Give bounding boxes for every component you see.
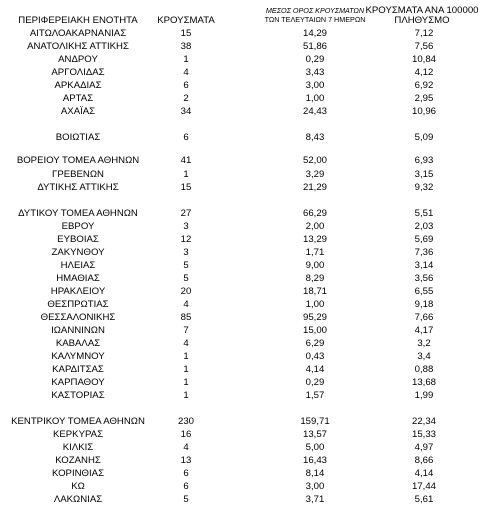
cell-unit: ΒΟΡΕΙΟΥ ΤΟΜΕΑ ΑΘΗΝΩΝ [16, 155, 140, 166]
cell-per100k: 10,84 [411, 54, 436, 65]
cell-per100k: 4,14 [414, 468, 434, 479]
cell-cases: 38 [180, 41, 192, 52]
cell-per100k: 4,97 [414, 442, 434, 453]
table-row [0, 131, 480, 144]
table-row [0, 480, 480, 493]
cell-unit: ΘΕΣΣΑΛΟΝΙΚΗΣ [40, 312, 116, 323]
cell-avg: 0,43 [305, 351, 325, 362]
cell-unit: ΑΝΔΡΟΥ [58, 54, 98, 65]
cell-per100k: 7,66 [414, 312, 434, 323]
header-avg-line1: ΜΕΣΟΣ ΟΡΟΣ ΚΡΟΥΣΜΑΤΩΝ [265, 6, 365, 15]
table-row [0, 154, 480, 167]
cell-avg: 24,43 [302, 106, 327, 117]
cell-per100k: 2,03 [414, 221, 434, 232]
cell-cases: 5 [183, 260, 189, 271]
cell-per100k: 9,18 [414, 299, 434, 310]
cell-unit: ΕΥΒΟΙΑΣ [57, 234, 99, 245]
cell-unit: ΚΙΛΚΙΣ [62, 442, 94, 453]
table-row [0, 27, 480, 40]
table-row [0, 298, 480, 311]
cell-cases: 1 [183, 169, 189, 180]
cell-per100k: 17,44 [411, 481, 436, 492]
cell-avg: 0,29 [305, 377, 325, 388]
cell-cases: 4 [183, 299, 189, 310]
cell-cases: 4 [183, 67, 189, 78]
cell-unit: ΚΑΛΥΜΝΟΥ [51, 351, 105, 362]
table-row [0, 350, 480, 363]
cell-unit: ΛΑΚΩΝΙΑΣ [53, 494, 103, 505]
cell-avg: 159,71 [300, 416, 330, 427]
cell-per100k: 5,69 [414, 234, 434, 245]
cell-avg: 21,29 [302, 182, 327, 193]
cell-per100k: 15,33 [411, 429, 436, 440]
table-row [0, 53, 480, 66]
cell-cases: 6 [183, 468, 189, 479]
table-row [0, 246, 480, 259]
cell-cases: 1 [183, 377, 189, 388]
cell-per100k: 3,15 [414, 169, 434, 180]
header-per-100k [358, 6, 480, 26]
table-row [0, 168, 480, 181]
cell-cases: 20 [180, 286, 192, 297]
cell-per100k: 1,99 [414, 390, 434, 401]
cell-per100k: 4,17 [414, 325, 434, 336]
cell-avg: 3,29 [305, 169, 325, 180]
cell-unit: ΒΟΙΩΤΙΑΣ [55, 132, 101, 143]
table-row [0, 233, 480, 246]
cell-cases: 85 [180, 312, 192, 323]
table-row [0, 337, 480, 350]
cell-per100k: 6,55 [414, 286, 434, 297]
cell-avg: 2,00 [305, 221, 325, 232]
cell-unit: ΗΛΕΙΑΣ [60, 260, 96, 271]
cell-cases: 1 [183, 54, 189, 65]
cell-avg: 8,29 [305, 273, 325, 284]
table-row [0, 493, 480, 506]
cell-cases: 13 [180, 455, 192, 466]
cell-avg: 3,71 [305, 494, 325, 505]
cell-cases: 5 [183, 494, 189, 505]
cell-per100k: 7,12 [414, 28, 434, 39]
cell-per100k: 10,96 [411, 106, 436, 117]
cell-cases: 4 [183, 442, 189, 453]
table-row [0, 376, 480, 389]
cell-cases: 6 [183, 80, 189, 91]
table-row [0, 220, 480, 233]
cell-avg: 3,00 [305, 481, 325, 492]
cell-cases: 41 [180, 155, 192, 166]
cell-cases: 3 [183, 221, 189, 232]
cell-avg: 1,00 [305, 93, 325, 104]
cell-avg: 3,43 [305, 67, 325, 78]
cell-cases: 1 [183, 390, 189, 401]
cell-unit: ΚΕΡΚΥΡΑΣ [52, 429, 103, 440]
table-row [0, 92, 480, 105]
cell-unit: ΘΕΣΠΡΩΤΙΑΣ [47, 299, 109, 310]
cell-unit: ΔΥΤΙΚΗΣ ΑΤΤΙΚΗΣ [37, 182, 119, 193]
cell-cases: 6 [183, 481, 189, 492]
header-per100k-line1: ΚΡΟΥΣΜΑΤΑ ΑΝΑ 100000 [365, 5, 479, 16]
cell-avg: 16,43 [302, 455, 327, 466]
cell-per100k: 8,66 [414, 455, 434, 466]
header-avg-line2: ΤΩΝ ΤΕΛΕΥΤΑΙΩΝ 7 ΗΜΕΡΩΝ [264, 15, 366, 24]
cell-cases: 15 [180, 28, 192, 39]
table-row [0, 105, 480, 118]
cell-unit: ΑΝΑΤΟΛΙΚΗΣ ΑΤΤΙΚΗΣ [27, 41, 129, 52]
cell-cases: 15 [180, 182, 192, 193]
cell-avg: 1,00 [305, 299, 325, 310]
table-row [0, 207, 480, 220]
cell-per100k: 5,61 [414, 494, 434, 505]
cell-avg: 3,00 [305, 80, 325, 91]
cell-per100k: 3,2 [417, 338, 431, 349]
cell-avg: 18,71 [302, 286, 327, 297]
cell-avg: 51,86 [302, 41, 327, 52]
cell-unit: ΚΑΣΤΟΡΙΑΣ [51, 390, 105, 401]
cell-cases: 7 [183, 325, 189, 336]
header-cases: ΚΡΟΥΣΜΑΤΑ [157, 15, 215, 26]
cell-avg: 52,00 [302, 155, 327, 166]
cell-unit: ΚΑΡΔΙΤΣΑΣ [52, 364, 104, 375]
cell-unit: ΚΟΖΑΝΗΣ [55, 455, 101, 466]
cell-cases: 6 [183, 132, 189, 143]
cell-unit: ΚΑΡΠΑΘΟΥ [51, 377, 105, 388]
table-row [0, 272, 480, 285]
cell-per100k: 5,51 [414, 208, 434, 219]
cell-unit: ΔΥΤΙΚΟΥ ΤΟΜΕΑ ΑΘΗΝΩΝ [18, 208, 138, 219]
cell-cases: 34 [180, 106, 192, 117]
cell-per100k: 7,56 [414, 41, 434, 52]
cell-unit: ΙΩΑΝΝΙΝΩΝ [51, 325, 105, 336]
cell-cases: 12 [180, 234, 192, 245]
cell-avg: 8,43 [305, 132, 325, 143]
cell-cases: 4 [183, 338, 189, 349]
cell-avg: 66,29 [302, 208, 327, 219]
cell-unit: ΗΜΑΘΙΑΣ [56, 273, 100, 284]
cell-avg: 4,14 [305, 364, 325, 375]
cell-per100k: 0,88 [414, 364, 434, 375]
cell-per100k: 5,09 [414, 132, 434, 143]
cell-per100k: 3,4 [417, 351, 431, 362]
cell-unit: ΖΑΚΥΝΘΟΥ [51, 247, 105, 258]
table-row [0, 324, 480, 337]
cell-avg: 1,71 [305, 247, 325, 258]
cell-avg: 95,29 [302, 312, 327, 323]
cell-unit: ΑΡΓΟΛΙΔΑΣ [51, 67, 105, 78]
cell-cases: 16 [180, 429, 192, 440]
cell-per100k: 3,56 [414, 273, 434, 284]
cell-cases: 3 [183, 247, 189, 258]
cell-avg: 15,00 [302, 325, 327, 336]
table-row [0, 415, 480, 428]
cell-per100k: 9,32 [414, 182, 434, 193]
cell-unit: ΕΒΡΟΥ [61, 221, 95, 232]
cell-cases: 1 [183, 364, 189, 375]
cell-unit: ΚΑΒΑΛΑΣ [55, 338, 101, 349]
cell-per100k: 6,93 [414, 155, 434, 166]
table-row [0, 181, 480, 194]
cell-unit: ΚΟΡΙΝΘΙΑΣ [51, 468, 105, 479]
table-row [0, 389, 480, 402]
cell-per100k: 22,34 [411, 416, 436, 427]
table-row [0, 66, 480, 79]
cell-per100k: 2,95 [414, 93, 434, 104]
cell-unit: ΚΕΝΤΡΙΚΟΥ ΤΟΜΕΑ ΑΘΗΝΩΝ [11, 416, 145, 427]
cell-avg: 6,29 [305, 338, 325, 349]
cell-cases: 1 [183, 351, 189, 362]
cell-unit: ΓΡΕΒΕΝΩΝ [52, 169, 104, 180]
cell-per100k: 4,12 [414, 67, 434, 78]
table-row [0, 79, 480, 92]
table-row [0, 259, 480, 272]
cell-cases: 230 [177, 416, 194, 427]
table-row [0, 441, 480, 454]
table-row [0, 363, 480, 376]
cell-avg: 5,00 [305, 442, 325, 453]
table-row [0, 467, 480, 480]
cell-cases: 2 [183, 93, 189, 104]
cell-unit: ΑΙΤΩΛΟΑΚΑΡΝΑΝΙΑΣ [29, 28, 127, 39]
header-unit: ΠΕΡΙΦΕΡΕΙΑΚΗ ΕΝΟΤΗΤΑ [18, 15, 138, 26]
cell-unit: ΗΡΑΚΛΕΙΟΥ [50, 286, 106, 297]
cell-per100k: 13,68 [411, 377, 436, 388]
table-row [0, 454, 480, 467]
cell-per100k: 3,14 [414, 260, 434, 271]
cell-per100k: 7,36 [414, 247, 434, 258]
cell-avg: 14,29 [302, 28, 327, 39]
cell-avg: 13,29 [302, 234, 327, 245]
cell-avg: 0,29 [305, 54, 325, 65]
table-row [0, 311, 480, 324]
cell-unit: ΑΡΚΑΔΙΑΣ [54, 80, 102, 91]
cell-cases: 5 [183, 273, 189, 284]
cell-unit: ΚΩ [71, 481, 85, 492]
cell-avg: 1,57 [305, 390, 325, 401]
cell-avg: 13,57 [302, 429, 327, 440]
cell-unit: ΑΧΑΪΑΣ [60, 106, 96, 117]
cell-avg: 9,00 [305, 260, 325, 271]
cell-avg: 8,14 [305, 468, 325, 479]
cell-cases: 27 [180, 208, 192, 219]
table-row [0, 285, 480, 298]
cell-unit: ΑΡΤΑΣ [62, 93, 94, 104]
table-row [0, 428, 480, 441]
table-row [0, 40, 480, 53]
header-per100k-line2: ΠΛΗΘΥΣΜΟ [394, 15, 450, 26]
cell-per100k: 6,92 [414, 80, 434, 91]
